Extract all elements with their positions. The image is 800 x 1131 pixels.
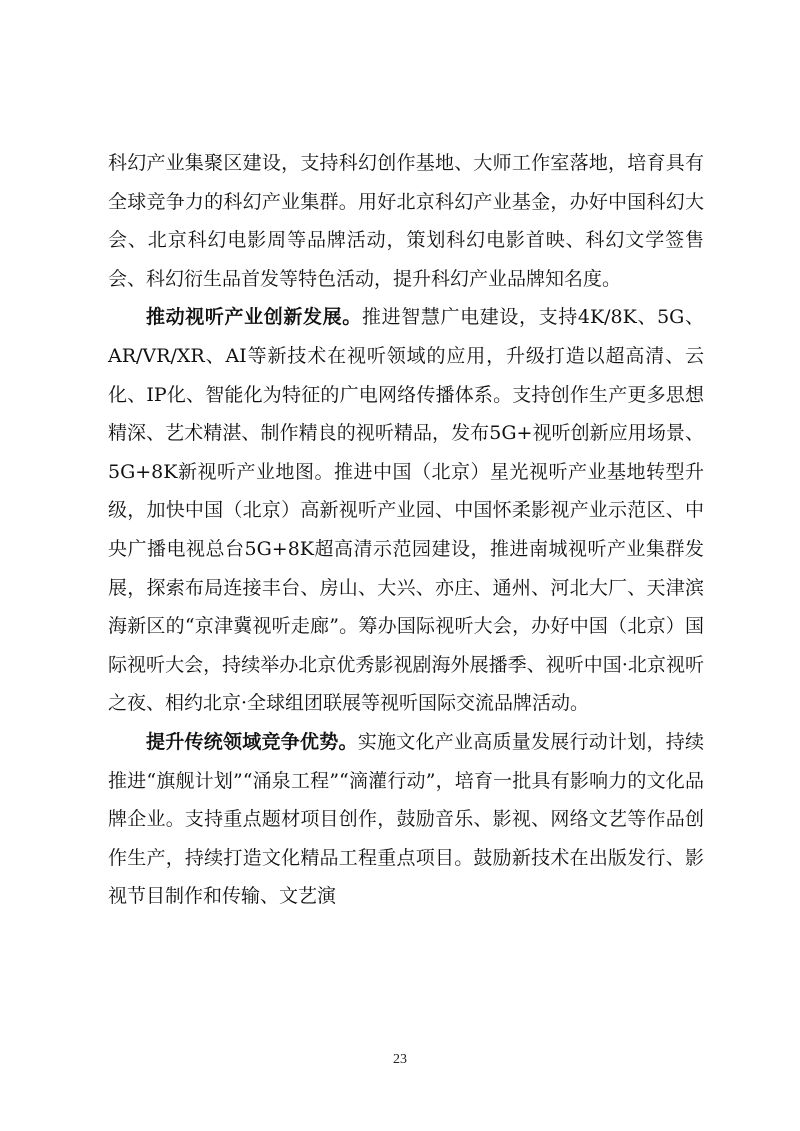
page-number: 23 (393, 1052, 407, 1067)
body-text (108, 144, 704, 916)
paragraph-3 (108, 723, 704, 916)
paragraph-2-text: 推进智慧广电建设，支持4K/8K、5G、AR/VR/XR、AI等新技术在视听领域的应用，升级打造以超高清、云化、IP化、智能化为特征的广电网络传播体系。支持创作生产更多思想精深、艺术精湛、制作精良的视听精品，发布5G+视听创新应用场景、5G+8K新视听产业地图。推进中国（北京）星光视听产业基地转型升级，加快中国（北京）高新视听产业园、中国怀柔影视产业示范区、中央广播电视总台5G+8K超高清示范园建设，推进南城视听产业集群发展，探索布局连接丰台、房山、大兴、亦庄、通州、河北大厂、天津滨海新区的“京津冀视听走廊”。筹办国际视听大会，办好中国（北京）国际视听大会，持续举办北京优秀影视剧海外展播季、视听中国·北京视听之夜、相约北京·全球组团联展等视听国际交流品牌活动。 (108, 306, 704, 715)
paragraph-1-text: 科幻产业集聚区建设，支持科幻创作基地、大师工作室落地，培育具有全球竞争力的科幻产业集群。用好北京科幻产业基金，办好中国科幻大会、北京科幻电影周等品牌活动，策划科幻电影首映、科幻文学签售会、科幻衍生品首发等特色活动，提升科幻产业品牌知名度。 (108, 152, 704, 290)
paragraph-2-lead: 推动视听产业创新发展。 (146, 306, 362, 329)
paragraph-1 (108, 144, 704, 298)
paragraph-3-lead: 提升传统领域竞争优势。 (146, 730, 358, 753)
paragraph-2 (108, 298, 704, 723)
paragraph-3-text: 实施文化产业高质量发展行动计划，持续推进“旗舰计划”“涌泉工程”“滴灌行动”，培育一批具有影响力的文化品牌企业。支持重点题材项目创作，鼓励音乐、影视、网络文艺等作品创作生产，持续打造文化精品工程重点项目。鼓励新技术在出版发行、影视节目制作和传输、文艺演 (108, 730, 704, 908)
